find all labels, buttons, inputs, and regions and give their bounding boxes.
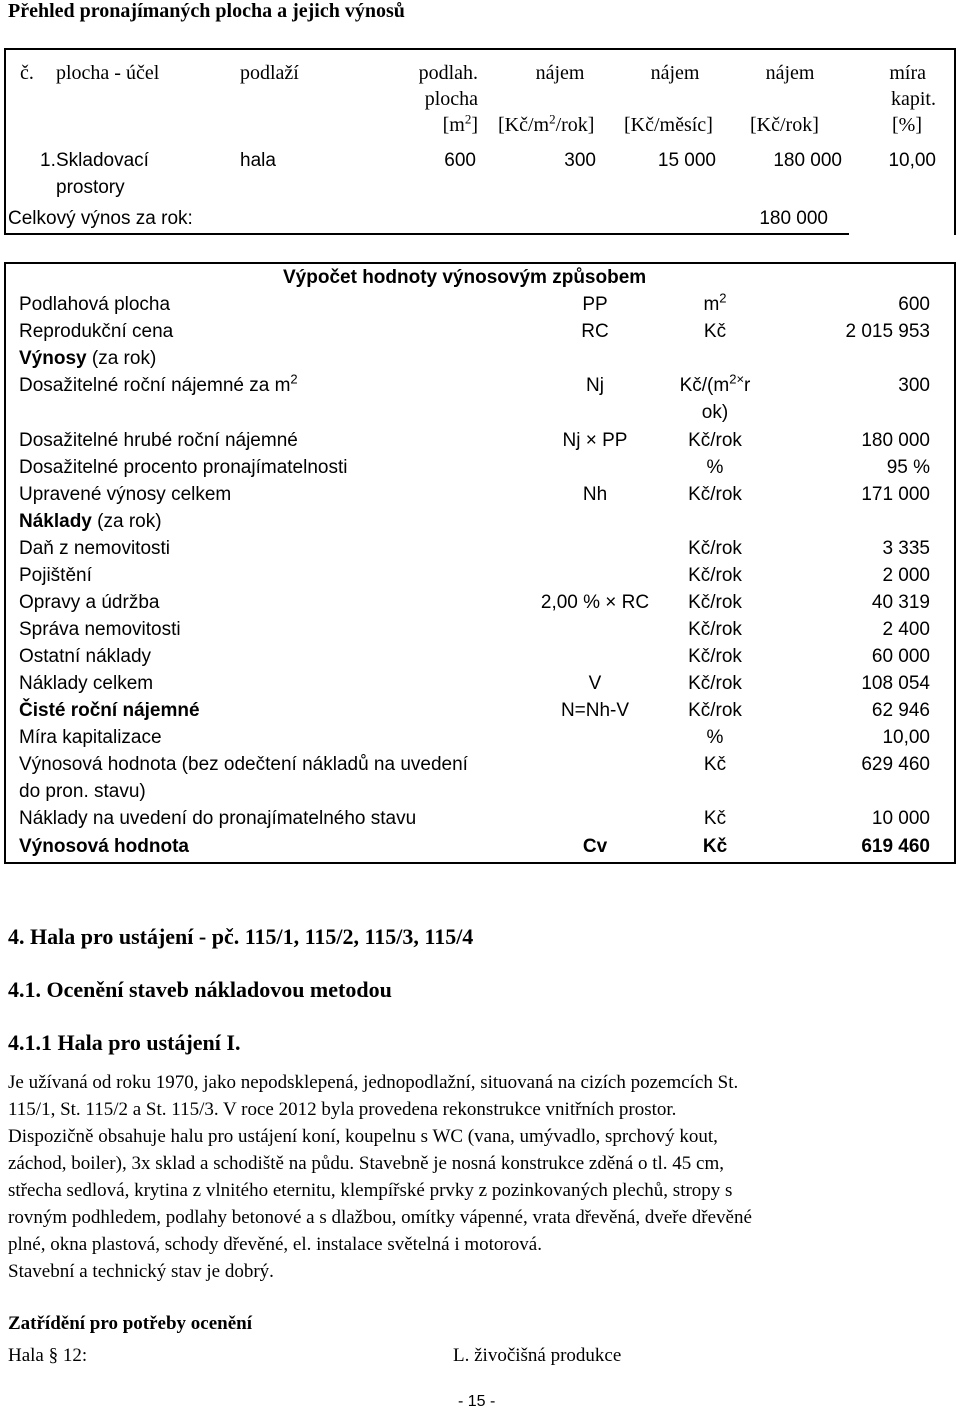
- header-col-cap-2: kapit.: [891, 88, 936, 110]
- table2-top-border: [4, 262, 956, 264]
- header-col-cap-1: míra: [889, 62, 926, 84]
- row-value: 300: [898, 375, 930, 396]
- total-value: 180 000: [759, 208, 828, 229]
- row-value: 10,00: [882, 727, 930, 748]
- table2-left-border: [4, 262, 6, 864]
- row-unit: Kč: [703, 808, 727, 829]
- row-label: Upravené výnosy celkem: [19, 484, 232, 505]
- row-label: Čisté roční nájemné: [19, 700, 200, 721]
- row-unit-line2: ok): [701, 402, 729, 423]
- row-rent-year: 180 000: [773, 150, 842, 171]
- paragraph-line: Dispozičně obsahuje halu pro ustájení koní, koupelnu s WC (vana, umývadlo, sprchový kout,: [8, 1126, 718, 1147]
- row-floor: hala: [240, 150, 276, 171]
- row-label: Pojištění: [19, 565, 92, 586]
- row-label: Náklady celkem: [19, 673, 154, 694]
- row-label: Dosažitelné procento pronajímatelnosti: [19, 457, 348, 478]
- row-value: 60 000: [871, 646, 930, 667]
- row-label: Dosažitelné roční nájemné za $m^2$: [19, 371, 298, 396]
- row-label: Náklady (za rok): [19, 511, 162, 532]
- header-col-rent-year-1: nájem: [765, 62, 815, 84]
- paragraph-line: Stavební a technický stav je dobrý.: [8, 1261, 274, 1282]
- row-symbol: Cv: [582, 836, 608, 857]
- header-col-cap-3: [%]: [892, 114, 922, 136]
- table1-right-border: [954, 48, 956, 235]
- row-symbol: N=Nh-V: [560, 700, 630, 721]
- header-col-area-1: podlah.: [418, 62, 478, 84]
- row-value: 10 000: [871, 808, 930, 829]
- header-col-rent-year-2: [Kč/rok]: [750, 114, 819, 136]
- classification-left: Hala § 12:: [8, 1345, 88, 1366]
- row-unit: Kč: [703, 754, 727, 775]
- row-value: 95 %: [886, 457, 930, 478]
- row-unit: Kč/rok: [688, 619, 742, 640]
- row-unit: Kč: [703, 321, 727, 342]
- table2-right-border: [954, 262, 956, 864]
- row-rent-month: 15 000: [657, 150, 716, 171]
- row-value: 3 335: [882, 538, 930, 559]
- header-col-rent-month-2: [Kč/měsíc]: [624, 114, 713, 136]
- row-value: 180 000: [861, 430, 930, 451]
- row-unit: Kč/rok: [688, 484, 742, 505]
- table1-title: Přehled pronajímaných plocha a jejich výnosů: [8, 0, 405, 22]
- row-symbol: Nj × PP: [562, 430, 628, 451]
- row-label: Podlahová plocha: [19, 294, 171, 315]
- row-unit: Kč/rok: [688, 592, 742, 613]
- row-label: Míra kapitalizace: [19, 727, 162, 748]
- table2-bottom-border: [4, 862, 956, 864]
- row-value: 40 319: [871, 592, 930, 613]
- row-label: Reprodukční cena: [19, 321, 174, 342]
- row-value: 2 400: [882, 619, 930, 640]
- row-symbol: RC: [581, 321, 609, 342]
- row-unit: Kč/rok: [688, 538, 742, 559]
- heading-4-1: 4.1. Ocenění staveb nákladovou metodou: [8, 977, 392, 1002]
- row-label: Opravy a údržba: [19, 592, 160, 613]
- header-col-number: č.: [20, 62, 34, 84]
- header-col-floor: podlaží: [240, 62, 299, 84]
- row-label: Výnosová hodnota: [19, 836, 189, 857]
- row-symbol: 2,00 % × RC: [540, 592, 650, 613]
- table2-title: Výpočet hodnoty výnosovým způsobem: [283, 267, 647, 288]
- row-unit: Kč/rok: [688, 646, 742, 667]
- row-symbol: V: [588, 673, 602, 694]
- row-symbol: Nj: [586, 375, 604, 396]
- row-area: 600: [444, 150, 476, 171]
- row-label: Daň z nemovitosti: [19, 538, 171, 559]
- classification-right: L. živočišná produkce: [453, 1345, 622, 1366]
- row-value: 108 054: [861, 673, 930, 694]
- row-label: Dosažitelné hrubé roční nájemné: [19, 430, 298, 451]
- total-label: Celkový výnos za rok:: [8, 208, 193, 229]
- paragraph-line: rovným podhledem, podlahy betonové a s dlažbou, omítky vápenné, vrata dřevěná, dveře dřevěné: [8, 1207, 752, 1228]
- page-number: - 15 -: [458, 1393, 496, 1410]
- row-unit: Kč/rok: [688, 430, 742, 451]
- row-label: Ostatní náklady: [19, 646, 152, 667]
- row-cap-rate: 10,00: [888, 150, 936, 171]
- row-unit: Kč/rok: [688, 700, 742, 721]
- row-label: Náklady na uvedení do pronajímatelného stavu: [19, 808, 417, 829]
- classification-title: Zatřídění pro potřeby ocenění: [8, 1313, 253, 1334]
- row-label: Správa nemovitosti: [19, 619, 181, 640]
- heading-4-1-1: 4.1.1 Hala pro ustájení I.: [8, 1030, 241, 1055]
- paragraph-line: střecha sedlová, krytina z vlnitého eternitu, klempířské prvky z pozinkovaných plechů, stropy s: [8, 1180, 733, 1201]
- row-unit: %: [706, 727, 724, 748]
- row-unit: $m^2$: [703, 290, 727, 315]
- row-rent-m2: 300: [564, 150, 596, 171]
- row-symbol: PP: [582, 294, 608, 315]
- table1-left-border: [4, 48, 6, 235]
- row-value: 2 000: [882, 565, 930, 586]
- paragraph-line: 115/1, St. 115/2 a St. 115/3. V roce 2012 byla provedena rekonstrukce vnitřních prostor.: [8, 1099, 677, 1120]
- row-value: 171 000: [861, 484, 930, 505]
- row-symbol: Nh: [582, 484, 608, 505]
- row-value: 600: [898, 294, 930, 315]
- row-value: 619 460: [861, 836, 930, 857]
- table1-bottom-border: [4, 233, 849, 235]
- row-unit: Kč: [702, 836, 728, 857]
- header-col-rent-month-1: nájem: [650, 62, 700, 84]
- row-unit: Kč/rok: [688, 565, 742, 586]
- row-label-line2: do pron. stavu): [19, 781, 146, 802]
- row-purpose-line2: prostory: [56, 177, 125, 198]
- row-unit: $Kč/(m^{2\times}r$: [679, 371, 751, 396]
- paragraph-line: záchod, boiler), 3x sklad a schodiště na půdu. Stavebně je nosná konstrukce zděná o tl. 45 cm,: [8, 1153, 724, 1174]
- row-value: 629 460: [861, 754, 930, 775]
- row-unit: %: [706, 457, 724, 478]
- row-value: 62 946: [871, 700, 930, 721]
- row-number: 1.: [40, 150, 56, 171]
- header-col-rent-m2-2: $[Kč/m^2/rok]$: [498, 111, 595, 136]
- paragraph-line: plné, okna plastová, schody dřevěné, el. instalace světelná i motorová.: [8, 1234, 542, 1255]
- row-label: Výnosová hodnota (bez odečtení nákladů na uvedení: [19, 754, 468, 775]
- header-col-area-2: plocha: [424, 88, 478, 110]
- row-purpose-line1: Skladovací: [56, 150, 149, 171]
- table1-top-border: [4, 48, 956, 50]
- row-unit: Kč/rok: [688, 673, 742, 694]
- paragraph-line: Je užívaná od roku 1970, jako nepodsklepená, jednopodlažní, situovaná na cizích pozemcích St.: [8, 1072, 739, 1093]
- header-col-rent-m2-1: nájem: [535, 62, 585, 84]
- header-col-purpose: plocha - účel: [56, 62, 160, 84]
- heading-4: 4. Hala pro ustájení - pč. 115/1, 115/2, 115/3, 115/4: [8, 924, 474, 949]
- header-col-area-3: $[m^2]$: [442, 111, 478, 136]
- row-label: Výnosy (za rok): [19, 348, 157, 369]
- row-value: 2 015 953: [845, 321, 930, 342]
